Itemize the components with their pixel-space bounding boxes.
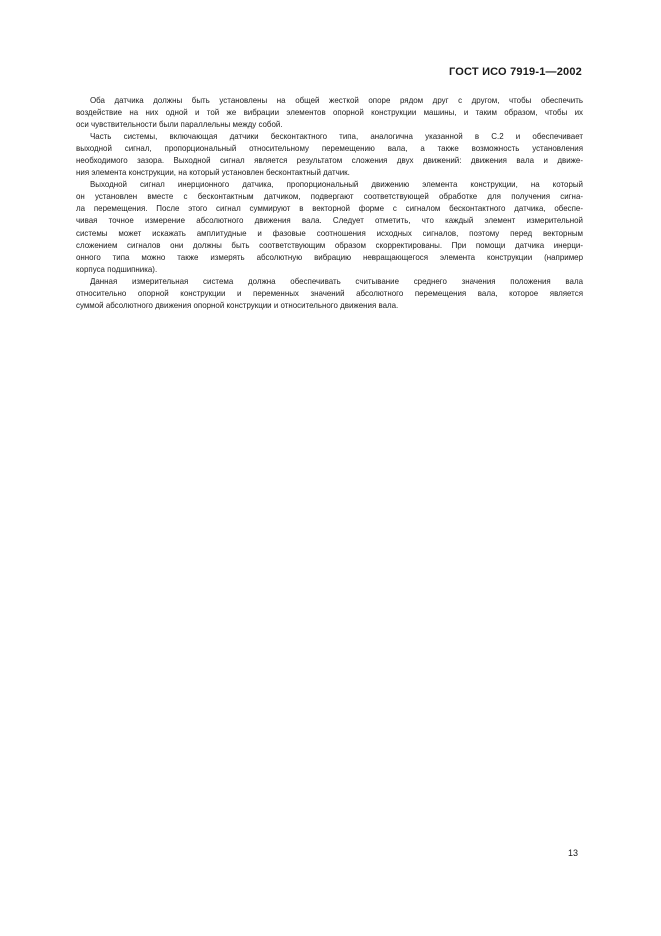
text-line: сложением сигналов они должны быть соответствующим образом скорректированы. При помощи датчика инерци- [76,240,583,250]
paragraph-measurement-system [62,276,583,312]
text-line: суммой абсолютного движения опорной конструкции и относительного движения вала. [76,300,399,310]
text-line: оси чувствительности были параллельны между собой. [76,120,283,130]
text-line: Оба датчика должны быть установлены на общей жесткой опоре рядом друг с другом, чтобы обеспечить [90,96,583,105]
text-line: относительно опорной конструкции и переменных значений абсолютного перемещения вала, которое является [76,288,583,298]
text-line: Выходной сигнал инерционного датчика, пропорциональный движению элемента конструкции, на который [90,180,583,190]
paragraph-contactless-sensors [62,131,583,179]
text-line: Часть системы, включающая датчики бесконтактного типа, аналогична указанной в С.2 и обеспечивает [90,132,583,142]
paragraph-sensor-mounting [62,95,583,131]
paragraph-inertial-sensor [62,179,583,275]
body-text [62,95,583,312]
text-line: Данная измерительная система должна обеспечивать считывание среднего значения положения вала [90,276,583,286]
text-line: он установлен вместе с бесконтактным датчиком, подвергают соответствующей обработке для получения сигна- [76,192,583,202]
text-line: системы может искажать амплитудные и фазовые соотношения исходных сигналов, поэтому перед векторным [76,228,583,238]
text-line: чивая точное измерение абсолютного движения вала. Следует отметить, что каждый элемент измерительной [76,216,583,226]
text-line: необходимого зазора. Выходной сигнал является результатом сложения двух движений: движения вала и движе- [76,156,583,166]
text-line: воздействие на них одной и той же вибрации элементов опорной конструкции машины, и таким образом, чтобы их [76,108,583,118]
text-line: онного типа можно также измерять абсолютную вибрацию невращающегося элемента конструкции (например [76,252,583,262]
text-line: ла перемещения. После этого сигнал суммируют в векторной форме с сигналом бесконтактного датчика, обеспе- [76,204,583,214]
text-line: корпуса подшипника). [76,264,158,274]
page-number: 13 [568,848,579,858]
text-line: выходной сигнал, пропорциональный относительному перемещению вала, а также возможность установления [76,144,583,154]
text-line: ния элемента конструкции, на который установлен бесконтактный датчик. [76,168,350,178]
standard-code-header: ГОСТ ИСО 7919-1—2002 [448,66,582,78]
